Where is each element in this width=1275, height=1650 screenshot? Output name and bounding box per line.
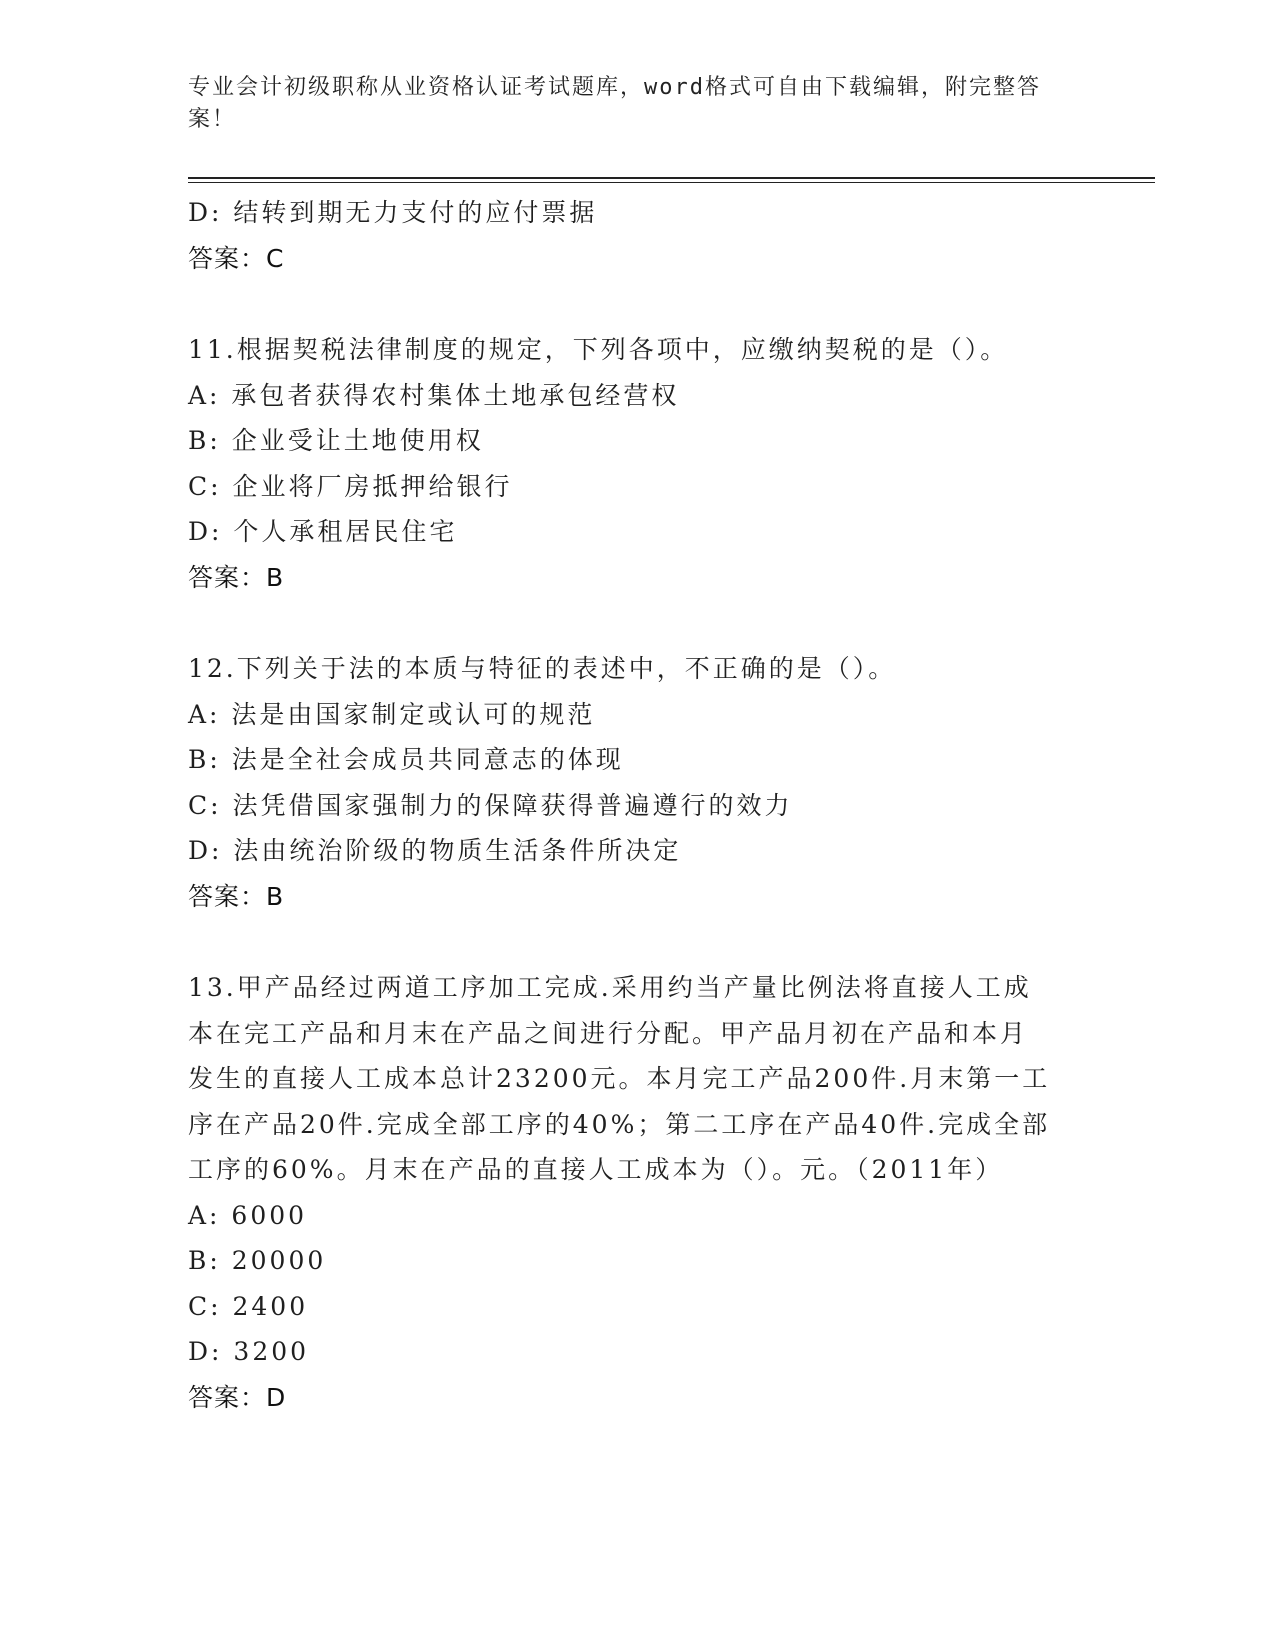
question-option-d: D: 法由统治阶级的物质生活条件所决定 <box>188 836 682 865</box>
prev-question-answer: 答案：C <box>188 243 285 273</box>
question-12 <box>188 646 1088 919</box>
question-stem-line-4: 序在产品20件.完成全部工序的40%；第二工序在产品40件.完成全部 <box>188 1109 1051 1139</box>
question-option-c: C: 2400 <box>188 1291 309 1321</box>
question-13 <box>188 965 1088 1420</box>
question-option-b: B: 法是全社会成员共同意志的体现 <box>188 745 624 774</box>
question-option-d: D: 3200 <box>188 1337 310 1366</box>
question-11 <box>188 327 1088 600</box>
question-stem-line-5: 工序的60%。月末在产品的直接人工成本为（）。元。（2011年） <box>188 1155 1004 1184</box>
question-option-c: C: 法凭借国家强制力的保障获得普遍遵行的效力 <box>188 790 793 820</box>
question-option-b: B: 企业受让土地使用权 <box>188 426 484 455</box>
spacer <box>188 919 1088 965</box>
question-stem: 12.下列关于法的本质与特征的表述中，不正确的是（）。 <box>188 654 897 683</box>
question-option-b: B: 20000 <box>188 1246 327 1275</box>
spacer <box>188 281 1088 327</box>
question-answer: 答案：B <box>188 562 285 592</box>
question-option-c: C: 企业将厂房抵押给银行 <box>188 471 513 501</box>
question-option-a: A: 6000 <box>188 1200 308 1230</box>
spacer <box>188 600 1088 646</box>
question-option-d: D: 个人承租居民住宅 <box>188 517 458 546</box>
header-rule-thick <box>188 177 1155 179</box>
header-rule-thin <box>188 182 1155 183</box>
document-header: 专业会计初级职称从业资格认证考试题库，word格式可自由下载编辑，附完整答案！ <box>188 75 1041 132</box>
question-stem-line-3: 发生的直接人工成本总计23200元。本月完工产品200件.月末第一工 <box>188 1064 1051 1093</box>
question-content <box>188 190 1088 1420</box>
question-answer: 答案：B <box>188 881 285 911</box>
question-stem-line-1: 13.甲产品经过两道工序加工完成.采用约当产量比例法将直接人工成 <box>188 973 1032 1002</box>
question-answer: 答案：D <box>188 1382 287 1412</box>
prev-question-option-d: D: 结转到期无力支付的应付票据 <box>188 198 598 227</box>
question-stem: 11.根据契税法律制度的规定，下列各项中，应缴纳契税的是（）。 <box>188 335 1009 364</box>
question-stem-line-2: 本在完工产品和月末在产品之间进行分配。甲产品月初在产品和本月 <box>188 1018 1029 1048</box>
question-option-a: A: 承包者获得农村集体土地承包经营权 <box>188 380 680 410</box>
question-option-a: A: 法是由国家制定或认可的规范 <box>188 699 596 729</box>
